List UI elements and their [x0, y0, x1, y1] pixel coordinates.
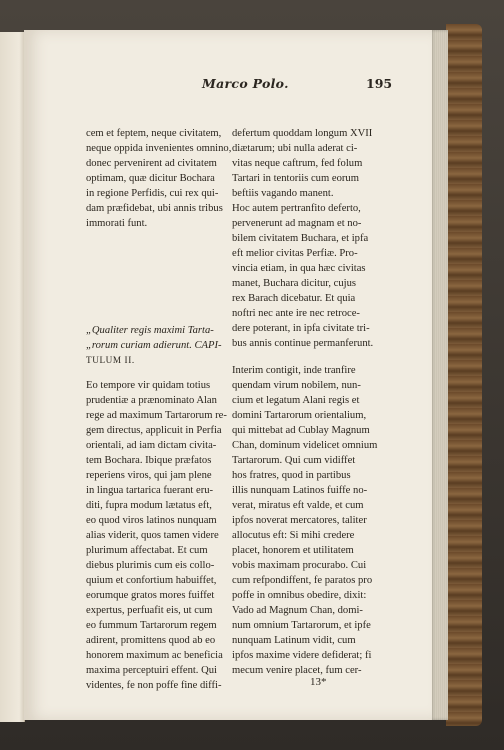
text-line: immorati funt.	[86, 218, 148, 229]
text-line: dam præfidebat, ubi annis tribus	[86, 203, 223, 214]
book-cover-edge	[446, 24, 482, 726]
text-line: expertus, perfuafit eis, ut cum	[86, 605, 213, 616]
text-line: poffe in omnibus obedire, dixit:	[232, 590, 367, 601]
text-line: vobis maximam procurabo. Cui	[232, 560, 367, 571]
text-line: cem et feptem, neque civitatem,	[86, 128, 222, 139]
text-line: placet, honorem et utilitatem	[232, 545, 354, 556]
text-line: diti, fupra modum lætatus eft,	[86, 500, 212, 511]
text-line: allocutus eft: Si mihi credere	[232, 530, 355, 541]
text-line: mecum venire placet, fum cer-	[232, 665, 362, 676]
text-line: verat, miratus eft valde, et cum	[232, 500, 364, 511]
text-line: hos fratres, quod in partibus	[232, 470, 351, 481]
text-line: Vado ad Magnum Chan, domi-	[232, 605, 363, 616]
text-line: maxima perceptuiri effent. Qui	[86, 665, 217, 676]
text-line: donec pervenirent ad civitatem	[86, 158, 217, 169]
text-line: bilem civitatem Buchara, et ipfa	[232, 233, 369, 244]
text-line: num omnium Tartarorum, et ipfe	[232, 620, 371, 631]
text-line: vitas neque caftrum, fed folum	[232, 158, 363, 169]
text-line: nunquam Latinum vidit, cum	[232, 635, 356, 646]
facing-page-edge	[0, 32, 25, 722]
text-line: defertum quoddam longum XVII	[232, 128, 373, 139]
text-line: dere poterant, in ipfa civitate tri-	[232, 323, 370, 334]
page-number: 195	[366, 76, 393, 91]
text-line: rex Barach dicebatur. Et quia	[232, 293, 356, 304]
text-line: cium et legatum Alani regis et	[232, 395, 360, 406]
chapter-heading-line: „rorum curiam adierunt. CAPI-	[86, 340, 222, 351]
text-line: eorumque gratos mores fuiffet	[86, 590, 215, 601]
text-line: noftri nec ante ire nec retroce-	[232, 308, 360, 319]
text-line: rege ad maximum Tartarorum re-	[86, 410, 227, 421]
text-line: domini Tartarorum orientalium,	[232, 410, 367, 421]
signature-mark: 13*	[310, 676, 327, 688]
text-line: illis nunquam Latinos fuiffe no-	[232, 485, 368, 496]
text-line: Hoc autem pertranfito deferto,	[232, 203, 361, 214]
text-line: manet, Buchara dicitur, cujus	[232, 278, 357, 289]
page-stack-edge	[430, 30, 448, 720]
text-line: Interim contigit, inde tranfire	[232, 365, 356, 376]
text-line: tem Bochara. Ibique præfatos	[86, 455, 212, 466]
chapter-heading-line: TULUM II.	[86, 355, 135, 365]
running-title: Marco Polo.	[202, 76, 289, 91]
text-line: pervenerunt ad magnam et no-	[232, 218, 362, 229]
text-line: diebus plurimis cum eis collo-	[86, 560, 215, 571]
text-line: quendam virum nobilem, nun-	[232, 380, 361, 391]
page-header	[54, 76, 434, 96]
book-page	[24, 30, 432, 720]
text-line: eft melior civitas Perfiæ. Pro-	[232, 248, 358, 259]
text-line: ipfos maxime videre defiderat; fi	[232, 650, 372, 661]
text-line: Chan, dominum videlicet omnium	[232, 440, 378, 451]
text-line: plurimum affectabat. Et cum	[86, 545, 208, 556]
text-line: qui mittebat ad Cublay Magnum	[232, 425, 370, 436]
text-line: bus annis continue permanferunt.	[232, 338, 374, 349]
text-line: neque oppida invenientes omnino,	[86, 143, 232, 154]
text-line: adirent, promittens quod ab eo	[86, 635, 216, 646]
text-line: beftiis vagando manent.	[232, 188, 334, 199]
text-line: vincia etiam, in qua hæc civitas	[232, 263, 366, 274]
text-line: videntes, fe non poffe fine diffi-	[86, 680, 222, 691]
text-line: alias viderit, quos tamen videre	[86, 530, 219, 541]
text-line: reperiens viros, qui jam plene	[86, 470, 212, 481]
text-line: in regione Perfidis, cui rex qui-	[86, 188, 219, 199]
text-line: diætarum; ubi nulla aderat ci-	[232, 143, 358, 154]
text-line: Tartarorum. Qui cum vidiffet	[232, 455, 356, 466]
text-line: eo fummum Tartarorum regem	[86, 620, 217, 631]
text-line: Tartari in tentoriis cum eorum	[232, 173, 359, 184]
text-line: eo quod viros latinos nunquam	[86, 515, 217, 526]
text-line: ipfos noverat mercatores, taliter	[232, 515, 367, 526]
text-line: Eo tempore vir quidam totius	[86, 380, 211, 391]
text-line: prudentiæ a prænominato Alan	[86, 395, 217, 406]
text-line: cum refpondiffent, fe paratos pro	[232, 575, 373, 586]
chapter-heading-line: „Qualiter regis maximi Tarta-	[86, 325, 214, 336]
text-line: gem directus, applicuit in Perfia	[86, 425, 222, 436]
text-line: orientali, ad iam dictam civita-	[86, 440, 217, 451]
text-line: optimam, quæ dicitur Bochara	[86, 173, 215, 184]
text-line: quium et confortium habuiffet,	[86, 575, 217, 586]
text-line: in lingua tartarica fuerant eru-	[86, 485, 214, 496]
text-line: honorem maximum ac beneficia	[86, 650, 223, 661]
